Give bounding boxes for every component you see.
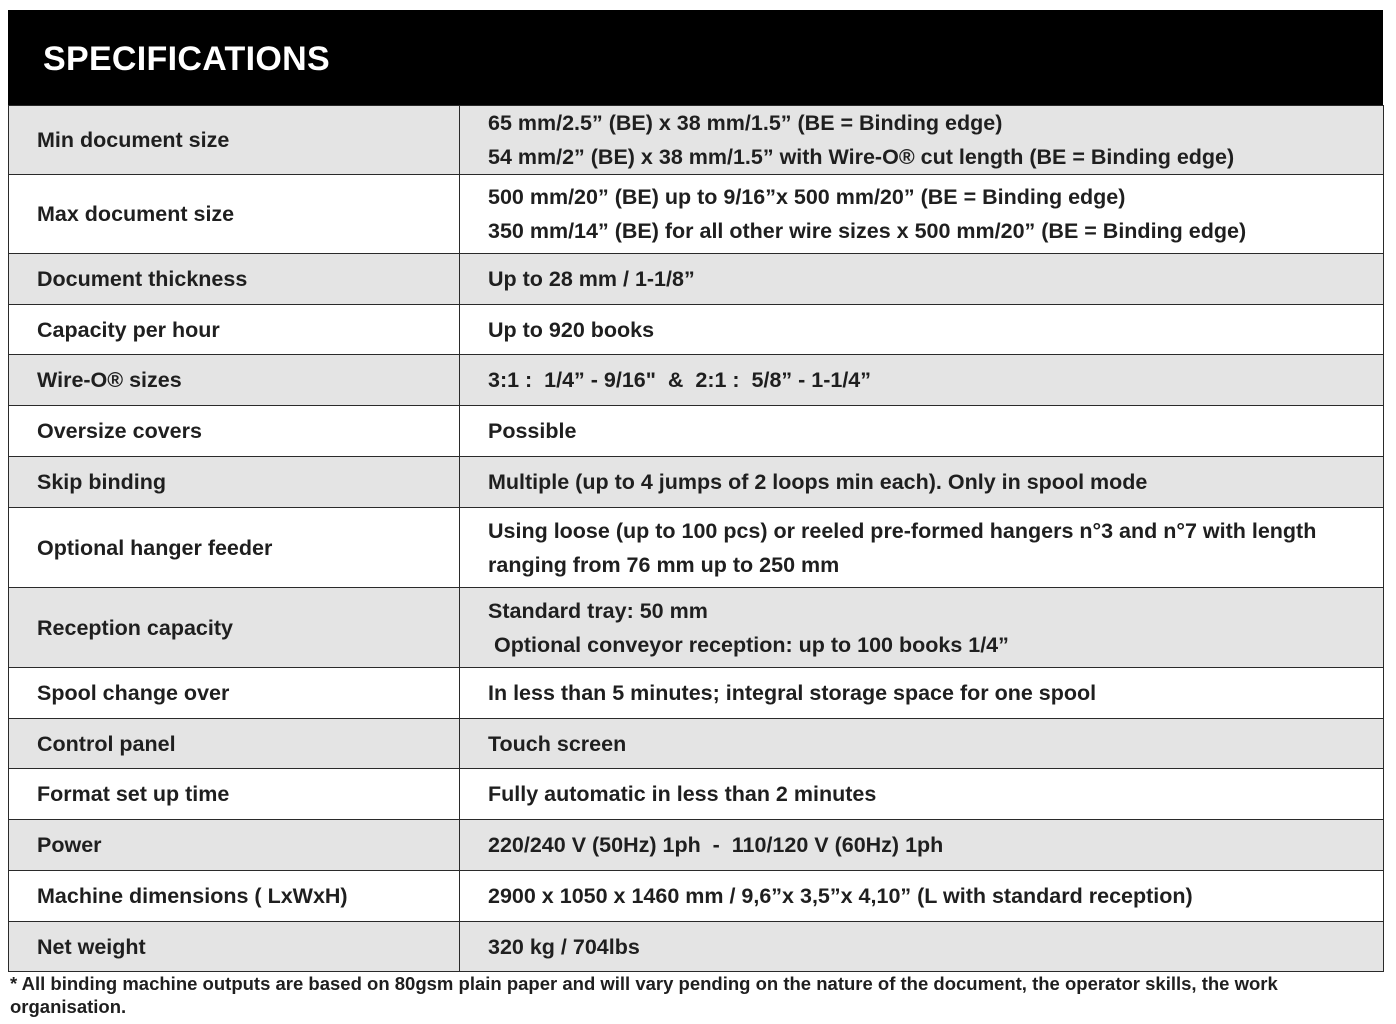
spec-label: Power [9,820,460,871]
spec-value-line: Up to 28 mm / 1-1/8” [488,267,695,291]
spec-value-line: 350 mm/14” (BE) for all other wire sizes x 500 mm/20” (BE = Binding edge) [488,219,1247,243]
table-row [9,457,1384,508]
table-row [9,406,1384,457]
table-row [9,769,1384,820]
spec-label: Control panel [9,719,460,769]
spec-value-line: ranging from 76 mm up to 250 mm [488,552,840,577]
spec-value-line: Fully automatic in less than 2 minutes [488,782,877,806]
spec-value-line: 2900 x 1050 x 1460 mm / 9,6”x 3,5”x 4,10” (L with standard reception) [488,884,1193,908]
spec-value-line: 220/240 V (50Hz) 1ph - 110/120 V (60Hz) 1ph [488,833,944,857]
spec-value-line: Multiple (up to 4 jumps of 2 loops min each). Only in spool mode [488,470,1148,494]
spec-value-line: 500 mm/20” (BE) up to 9/16”x 500 mm/20” (BE = Binding edge) [488,185,1126,209]
spec-value-line: 320 kg / 704lbs [488,934,640,959]
table-row [9,508,1384,588]
spec-value [460,305,1384,355]
page-title: SPECIFICATIONS [43,40,330,78]
spec-label: Optional hanger feeder [9,508,460,588]
specifications-header [8,10,1383,105]
spec-value-line: Touch screen [488,731,627,756]
spec-value-line: Standard tray: 50 mm [488,598,708,623]
spec-value [460,175,1384,254]
spec-label: Max document size [9,175,460,254]
spec-label: Document thickness [9,254,460,305]
spec-label: Machine dimensions ( LxWxH) [9,871,460,922]
spec-label: Skip binding [9,457,460,508]
spec-value [460,769,1384,820]
spec-label: Wire-O® sizes [9,355,460,406]
table-row [9,175,1384,254]
spec-value-line: Using loose (up to 100 pcs) or reeled pre-formed hangers n°3 and n°7 with length [488,518,1317,543]
table-row [9,588,1384,668]
spec-value [460,668,1384,719]
table-row [9,719,1384,769]
spec-label: Oversize covers [9,406,460,457]
spec-label: Min document size [9,106,460,175]
spec-value-line: In less than 5 minutes; integral storage space for one spool [488,681,1097,705]
spec-value [460,457,1384,508]
spec-value [460,406,1384,457]
table-row [9,254,1384,305]
spec-value [460,106,1384,175]
table-row [9,871,1384,922]
spec-value [460,355,1384,406]
spec-label: Capacity per hour [9,305,460,355]
spec-label: Reception capacity [9,588,460,668]
table-row [9,355,1384,406]
table-row [9,668,1384,719]
table-row [9,820,1384,871]
specifications-table [8,105,1384,972]
spec-value [460,719,1384,769]
spec-value [460,508,1384,588]
spec-value-line: 3:1 : 1/4” - 9/16" & 2:1 : 5/8” - 1-1/4” [488,368,872,392]
spec-label: Spool change over [9,668,460,719]
spec-value-line: 65 mm/2.5” (BE) x 38 mm/1.5” (BE = Binding edge) [488,111,1003,135]
table-row [9,305,1384,355]
spec-value [460,922,1384,972]
spec-value [460,588,1384,668]
spec-value [460,820,1384,871]
spec-value [460,254,1384,305]
spec-value [460,871,1384,922]
spec-value-line: Possible [488,419,577,443]
spec-value-line: Up to 920 books [488,317,655,342]
footnote: * All binding machine outputs are based on 80gsm plain paper and will vary pending on the nature of the document, the operator skills, the work organisation. [10,973,1278,1017]
spec-value-line: 54 mm/2” (BE) x 38 mm/1.5” with Wire-O® cut length (BE = Binding edge) [488,145,1235,169]
table-row [9,106,1384,175]
spec-label: Format set up time [9,769,460,820]
spec-label: Net weight [9,922,460,972]
spec-value-line: Optional conveyor reception: up to 100 books 1/4” [488,632,1009,657]
table-row [9,922,1384,972]
